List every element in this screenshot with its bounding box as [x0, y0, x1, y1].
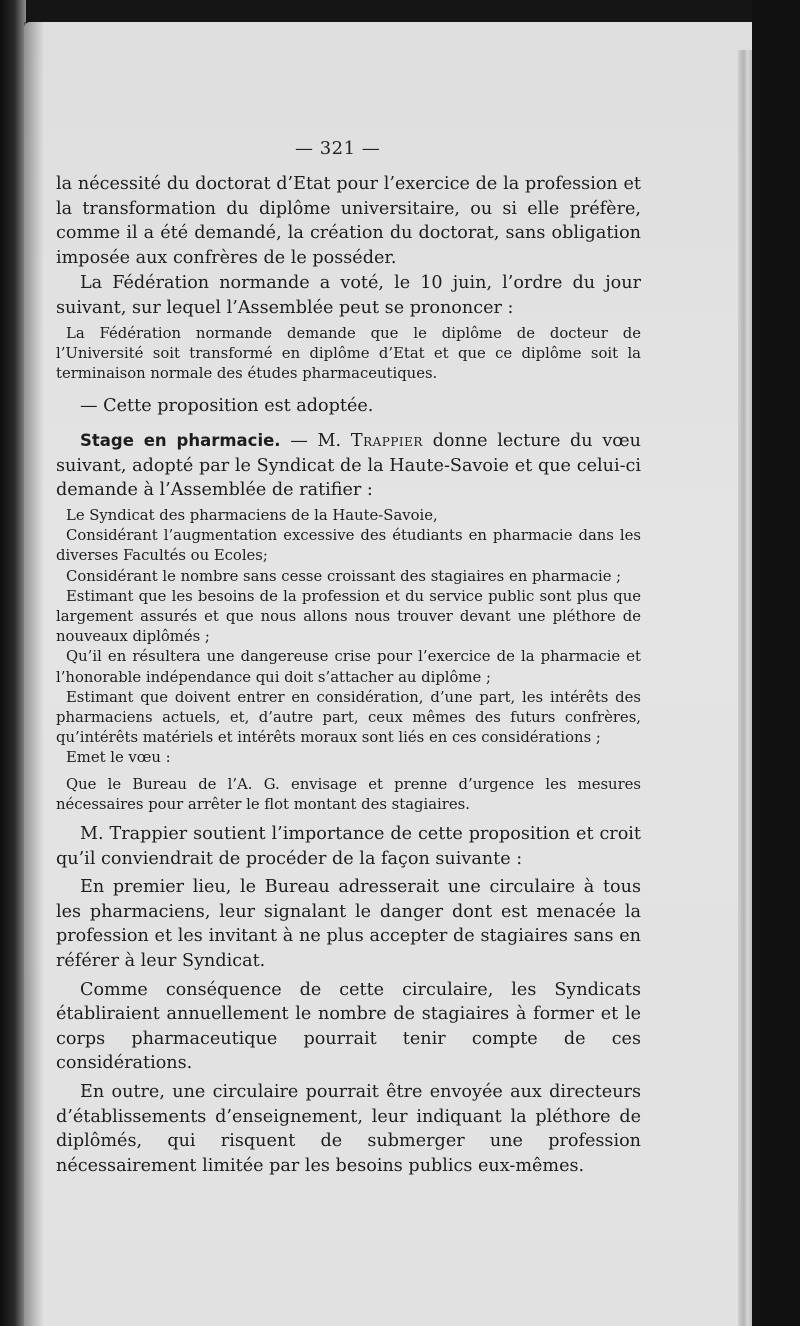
paragraph-stage: [56, 429, 641, 503]
page-stack-edge: [738, 50, 752, 1326]
stage-dash: — M.: [280, 431, 351, 451]
voeu-line: Que le Bureau de l’A. G. envisage et prenne d’urgence les mesures nécessaires pour arrêter le flot montant des stagiaires.: [56, 775, 641, 813]
closing-block: [56, 822, 641, 1178]
page-number: — 321 —: [295, 138, 381, 159]
stage-name: Trappier: [350, 431, 423, 451]
paragraph-federation: La Fédération normande a voté, le 10 juin, l’ordre du jour suivant, sur lequel l’Assemblée peut se prononcer :: [56, 273, 641, 318]
section-heading-stage: Stage en pharmacie.: [80, 431, 281, 450]
voeu-line: Considérant le nombre sans cesse croissant des stagiaires en pharmacie ;: [66, 567, 622, 585]
voeu-block: [56, 506, 641, 815]
closing-paragraph: M. Trappier soutient l’importance de cette proposition et croit qu’il conviendrait de procéder de la façon suivante :: [56, 824, 641, 869]
scan-background: [752, 0, 800, 1326]
closing-paragraph: Comme conséquence de cette circulaire, les Syndicats établiraient annuellement le nombre de stagiaires à former et le corps pharmaceutique pourrait tenir compte de ces considérations.: [56, 979, 641, 1074]
voeu-line: Le Syndicat des pharmaciens de la Haute-Savoie,: [66, 507, 438, 524]
book-binding-edge: [0, 0, 26, 1326]
closing-paragraph: En premier lieu, le Bureau adresserait une circulaire à tous les pharmaciens, leur signalant le danger dont est menacée la profession et les invitant à ne plus accepter de stagiaires sans en référer à leur Syndicat.: [56, 877, 641, 971]
paragraph-doctorat: la nécessité du doctorat d’Etat pour l’exercice de la profession et la transformation du diplôme universitaire, ou si elle préfère, comme il a été demandé, la création du doctorat, sans obligation imposée aux confrères de le posséder.: [56, 174, 641, 268]
page-fold-shadow: [24, 22, 44, 1326]
voeu-line: Estimant que doivent entrer en considération, d’une part, les intérêts des pharmaciens actuels, et, d’autre part, ceux mêmes des futurs confrères, qu’intérêts matériels et intérêts moraux sont liés en ces considérations ;: [56, 688, 641, 747]
voeu-line: Qu’il en résultera une dangereuse crise pour l’exercice de la pharmacie et l’honorable indépendance qui doit s’attacher au diplôme ;: [56, 648, 641, 686]
voeu-line: Considérant l’augmentation excessive des étudiants en pharmacie dans les diverses Facultés ou Ecoles;: [56, 527, 641, 565]
voeu-line: Estimant que les besoins de la profession et du service public sont plus que largement assurés et que nous allons nous trouver devant une pléthore de nouveaux diplômés ;: [56, 587, 641, 646]
voeu-line: Emet le vœu :: [66, 749, 171, 767]
closing-paragraph: En outre, une circulaire pourrait être envoyée aux directeurs d’établissements d’enseignement, leur indiquant la pléthore de diplômés, qui risquent de submerger une profession nécessairement limitée par les besoins publics eux-mêmes.: [56, 1081, 641, 1176]
stage-text: donne lecture du vœu suivant, adopté par le Syndicat de la Haute-Savoie et que celui-ci demande à l’Assemblée de ratifier :: [56, 431, 641, 501]
paragraph-adopted: — Cette proposition est adoptée.: [80, 396, 374, 416]
quote-federation-normande: La Fédération normande demande que le diplôme de docteur de l’Université soit transformé en diplôme d’Etat et que ce diplôme soit la terminaison normale des études pharmaceutiques.: [56, 325, 641, 383]
